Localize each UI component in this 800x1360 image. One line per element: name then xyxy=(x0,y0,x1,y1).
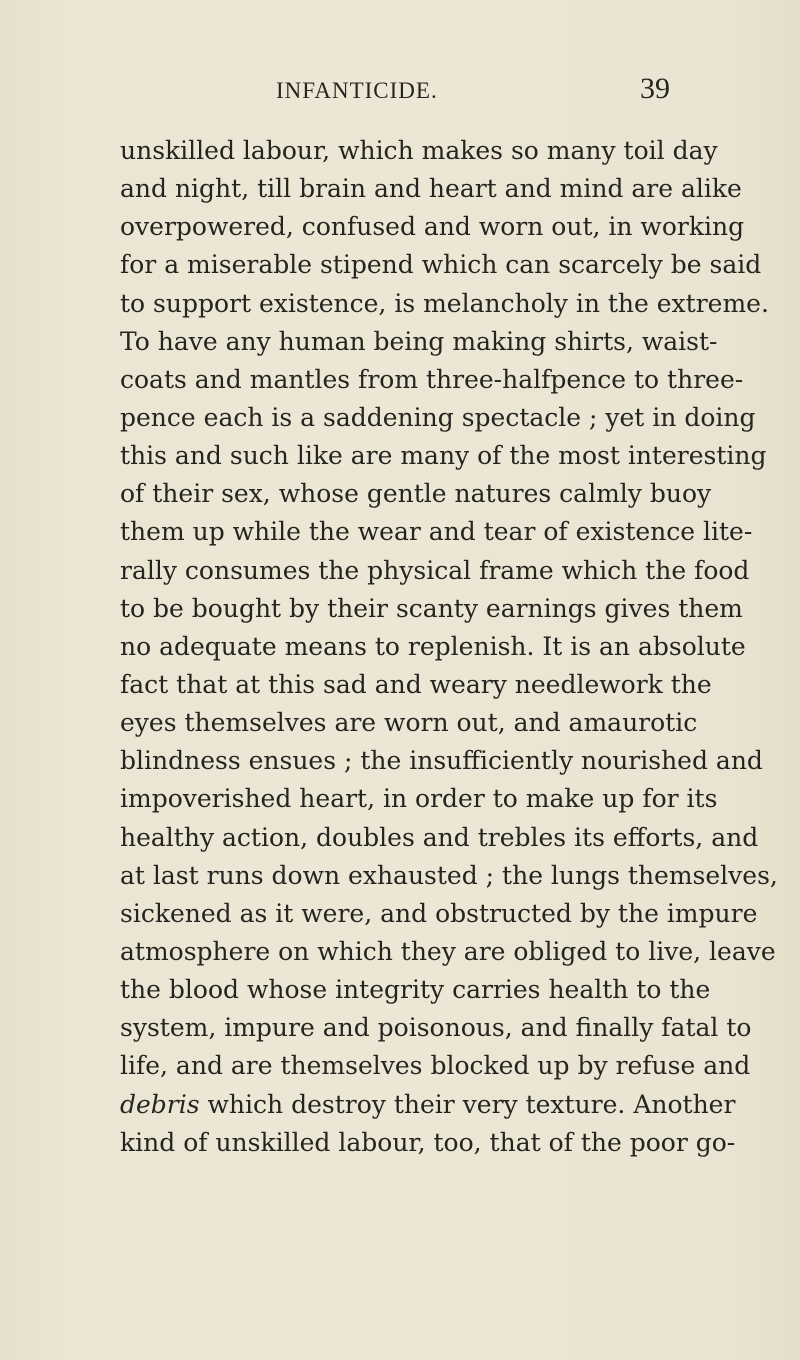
text-line: life, and are themselves blocked up by refuse and xyxy=(120,1051,751,1081)
text-line: overpowered, confused and worn out, in working xyxy=(120,212,745,242)
text-line: unskilled labour, which makes so many toil day xyxy=(120,136,718,165)
text-line: sickened as it were, and obstructed by the impure xyxy=(120,898,758,928)
body-text xyxy=(120,132,778,1162)
text-line: at last runs down exhausted ; the lungs themselves, xyxy=(120,860,778,890)
text-line: blindness ensues ; the insufficiently nourished and xyxy=(120,746,763,776)
text-line: coats and mantles from three-halfpence to three- xyxy=(120,364,744,394)
text-line: eyes themselves are worn out, and amaurotic xyxy=(120,708,698,738)
text-line: of their sex, whose gentle natures calmly buoy xyxy=(120,479,712,509)
text-line: for a miserable stipend which can scarcely be said xyxy=(120,250,762,280)
text-line: to be bought by their scanty earnings gives them xyxy=(120,593,743,623)
page-number: 39 xyxy=(640,72,670,105)
text-line: healthy action, doubles and trebles its efforts, and xyxy=(120,822,759,852)
text-line: and night, till brain and heart and mind are alike xyxy=(120,174,742,204)
text-line: the blood whose integrity carries health to the xyxy=(120,975,711,1005)
running-head: INFANTICIDE. xyxy=(276,78,438,103)
text-line: pence each is a saddening spectacle ; yet in doing xyxy=(120,402,756,432)
italic-word: debris xyxy=(120,1089,200,1119)
text-line: To have any human being making shirts, waist- xyxy=(120,326,718,356)
text-line: system, impure and poisonous, and finally fatal to xyxy=(120,1013,752,1043)
text-line: to support existence, is melancholy in the extreme. xyxy=(120,288,769,318)
page-header xyxy=(0,62,800,112)
text-line: fact that at this sad and weary needlework the xyxy=(120,669,712,699)
text-line: rally consumes the physical frame which the food xyxy=(120,555,750,585)
text-line: them up while the wear and tear of existence lite- xyxy=(120,517,753,547)
text-line-with-italic xyxy=(120,1086,736,1124)
text-line: no adequate means to replenish. It is an absolute xyxy=(120,631,746,661)
text-line: atmosphere on which they are obliged to live, leave xyxy=(120,936,776,966)
text-line-last: kind of unskilled labour, too, that of the poor go- xyxy=(120,1127,736,1157)
text-line: impoverished heart, in order to make up for its xyxy=(120,784,718,814)
text-line-rest: which destroy their very texture. Another xyxy=(199,1089,736,1119)
text-line: this and such like are many of the most interesting xyxy=(120,441,767,471)
